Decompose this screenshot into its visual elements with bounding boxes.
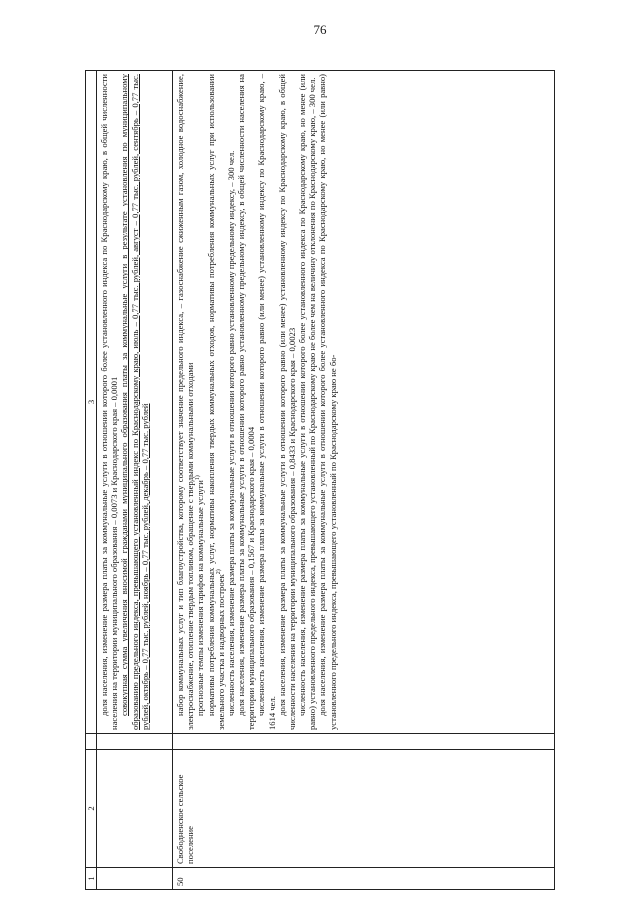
cell-empty [97,750,173,868]
footnote-mark: 1) [195,475,202,481]
tariff-table [85,70,555,890]
paragraph: доля населения, изменение размера платы за коммунальные услуги в отношении которого более установленного индекса по Краснодарскому краю, в общей численности населения на территории муниципального образования – 0,0073 и Краснодарского края – 0,0001 [99,74,120,730]
table-row [173,71,555,890]
underlined-text: совокупная сумма увеличения вносимой гражданами муниципального образования платы за коммунальные услуги в результате установления по муниципальному образованию предельного индекса, превышающего установленный индекс по Краснодарскому краю, июль – 0,77 тыс. рублей, август – 0,77 тыс. рублей, сентябрь – 0,77 тыс. рублей, октябрь – 0,77 тыс. рублей, ноябрь – 0,77 тыс. рублей, декабрь – 0,77 тыс. рублей [119,74,150,730]
paragraph-text: прогнозные темпы изменения тарифов на коммунальные услуги [195,480,206,716]
header-col-3: 3 [86,71,97,734]
row-details [173,71,555,734]
cell-empty [173,734,555,750]
row-number: 50 [173,868,555,890]
paragraph: численность населения, изменение размера платы за коммунальные услуги в отношении которого равно установленному предельному индексу, – 300 чел. [225,150,236,716]
cell-empty [97,868,173,890]
footnote-mark: 2) [215,569,222,575]
rotated-table-container [85,70,555,890]
header-col-2: 2 [86,750,97,868]
header-col-empty [86,734,97,750]
paragraph [119,74,149,730]
paragraph: доля населения, изменение размера платы за коммунальные услуги в отношении которого равно (или менее) установленному индексу по Краснодарскому краю, в общей численности населения на территории муниципального образования – 0,8433 и Краснодарского края – 0,0023 [276,74,297,730]
paragraph: доля населения, изменение размера платы за коммунальные услуги в отношении которого равно установленному предельному индексу, в общей численности населения на территории муниципального образования – 0,1567 и Краснодарского края – 0,0004 [236,74,257,730]
cell-empty [97,734,173,750]
paragraph-text: нормативы потребления коммунальных услуг, нормативы накопления твердых коммунальных отходов, нормативы потребления коммунальных услуг при использовании земельного участка и надворных построек [205,74,226,730]
table-row-continuation [97,71,173,890]
header-col-1: 1 [86,868,97,890]
paragraph [195,74,205,730]
table-header-row [86,71,97,890]
paragraph: численность населения, изменение размера платы за коммунальные услуги в отношении которого более установленного индекса по Краснодарскому краю, но менее (или равно) установленного предельного индекса, превышающего установленный по Краснодарскому краю не более чем на величину отклонения по Краснодарскому краю, – 300 чел. [297,74,318,730]
paragraph: численность населения, изменение размера платы за коммунальные услуги в отношении которого равно (или менее) установленному индексу по Краснодарскому краю, – 1614 чел. [256,74,277,730]
page-number: 76 [313,22,327,37]
settlement-name: Свободненское сельское поселение [173,750,555,868]
paragraph: доля населения, изменение размера платы за коммунальные услуги в отношении которого более установленного индекса по Краснодарскому краю, но менее (или равно) установленного предельного индекса, превышающего установленный по Краснодарскому краю не бо- [317,74,338,730]
paragraph: набор коммунальных услуг и тип благоустройства, которому соответствует значение предельного индекса, – газоснабжение сжиженным газом, холодное водоснабжение, электроснабжение, отопление твердым топливом, обращение с твердыми коммунальными отходами [175,74,196,730]
cell-continuation-text [97,71,173,734]
paragraph [206,74,226,730]
